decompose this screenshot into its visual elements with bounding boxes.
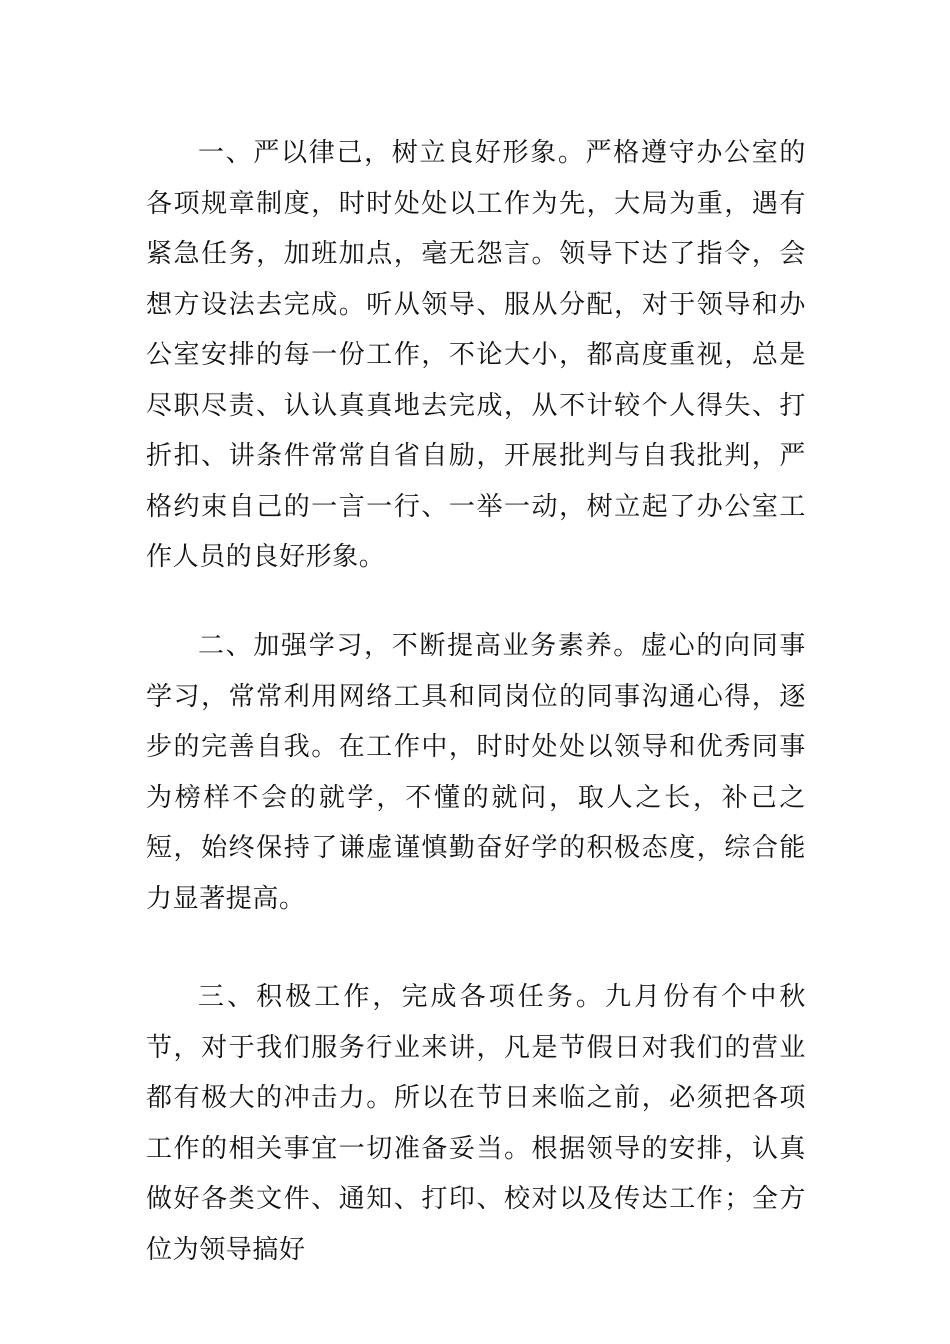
paragraph-tasks: 三、积极工作，完成各项任务。九月份有个中秋节，对于我们服务行业来讲，凡是节假日对我们的营业都有极大的冲击力。所以在节日来临之前，必须把各项工作的相关事宜一切准备妥当。根据领导的安排，认真做好各类文件、通知、打印、校对以及传达工作；全方位为领导搞好 — [146, 982, 806, 1265]
paragraph-study: 二、加强学习，不断提高业务素养。虚心的向同事学习，常常利用网络工具和同岗位的同事沟通心得，逐步的完善自我。在工作中，时时处处以领导和优秀同事为榜样不会的就学，不懂的就问，取人之长，补己之短，始终保持了谦虚谨慎勤奋好学的积极态度，综合能力显著提高。 — [146, 631, 806, 914]
paragraph-self-discipline: 一、严以律己，树立良好形象。严格遵守办公室的各项规章制度，时时处处以工作为先，大局为重，遇有紧急任务，加班加点，毫无怨言。领导下达了指令，会想方设法去完成。听从领导、服从分配，对于领导和办公室安排的每一份工作，不论大小，都高度重视，总是尽职尽责、认认真真地去完成，从不计较个人得失、打折扣、讲条件常常自省自励，开展批判与自我批判，严格约束自己的一言一行、一举一动，树立起了办公室工作人员的良好形象。 — [146, 138, 806, 572]
